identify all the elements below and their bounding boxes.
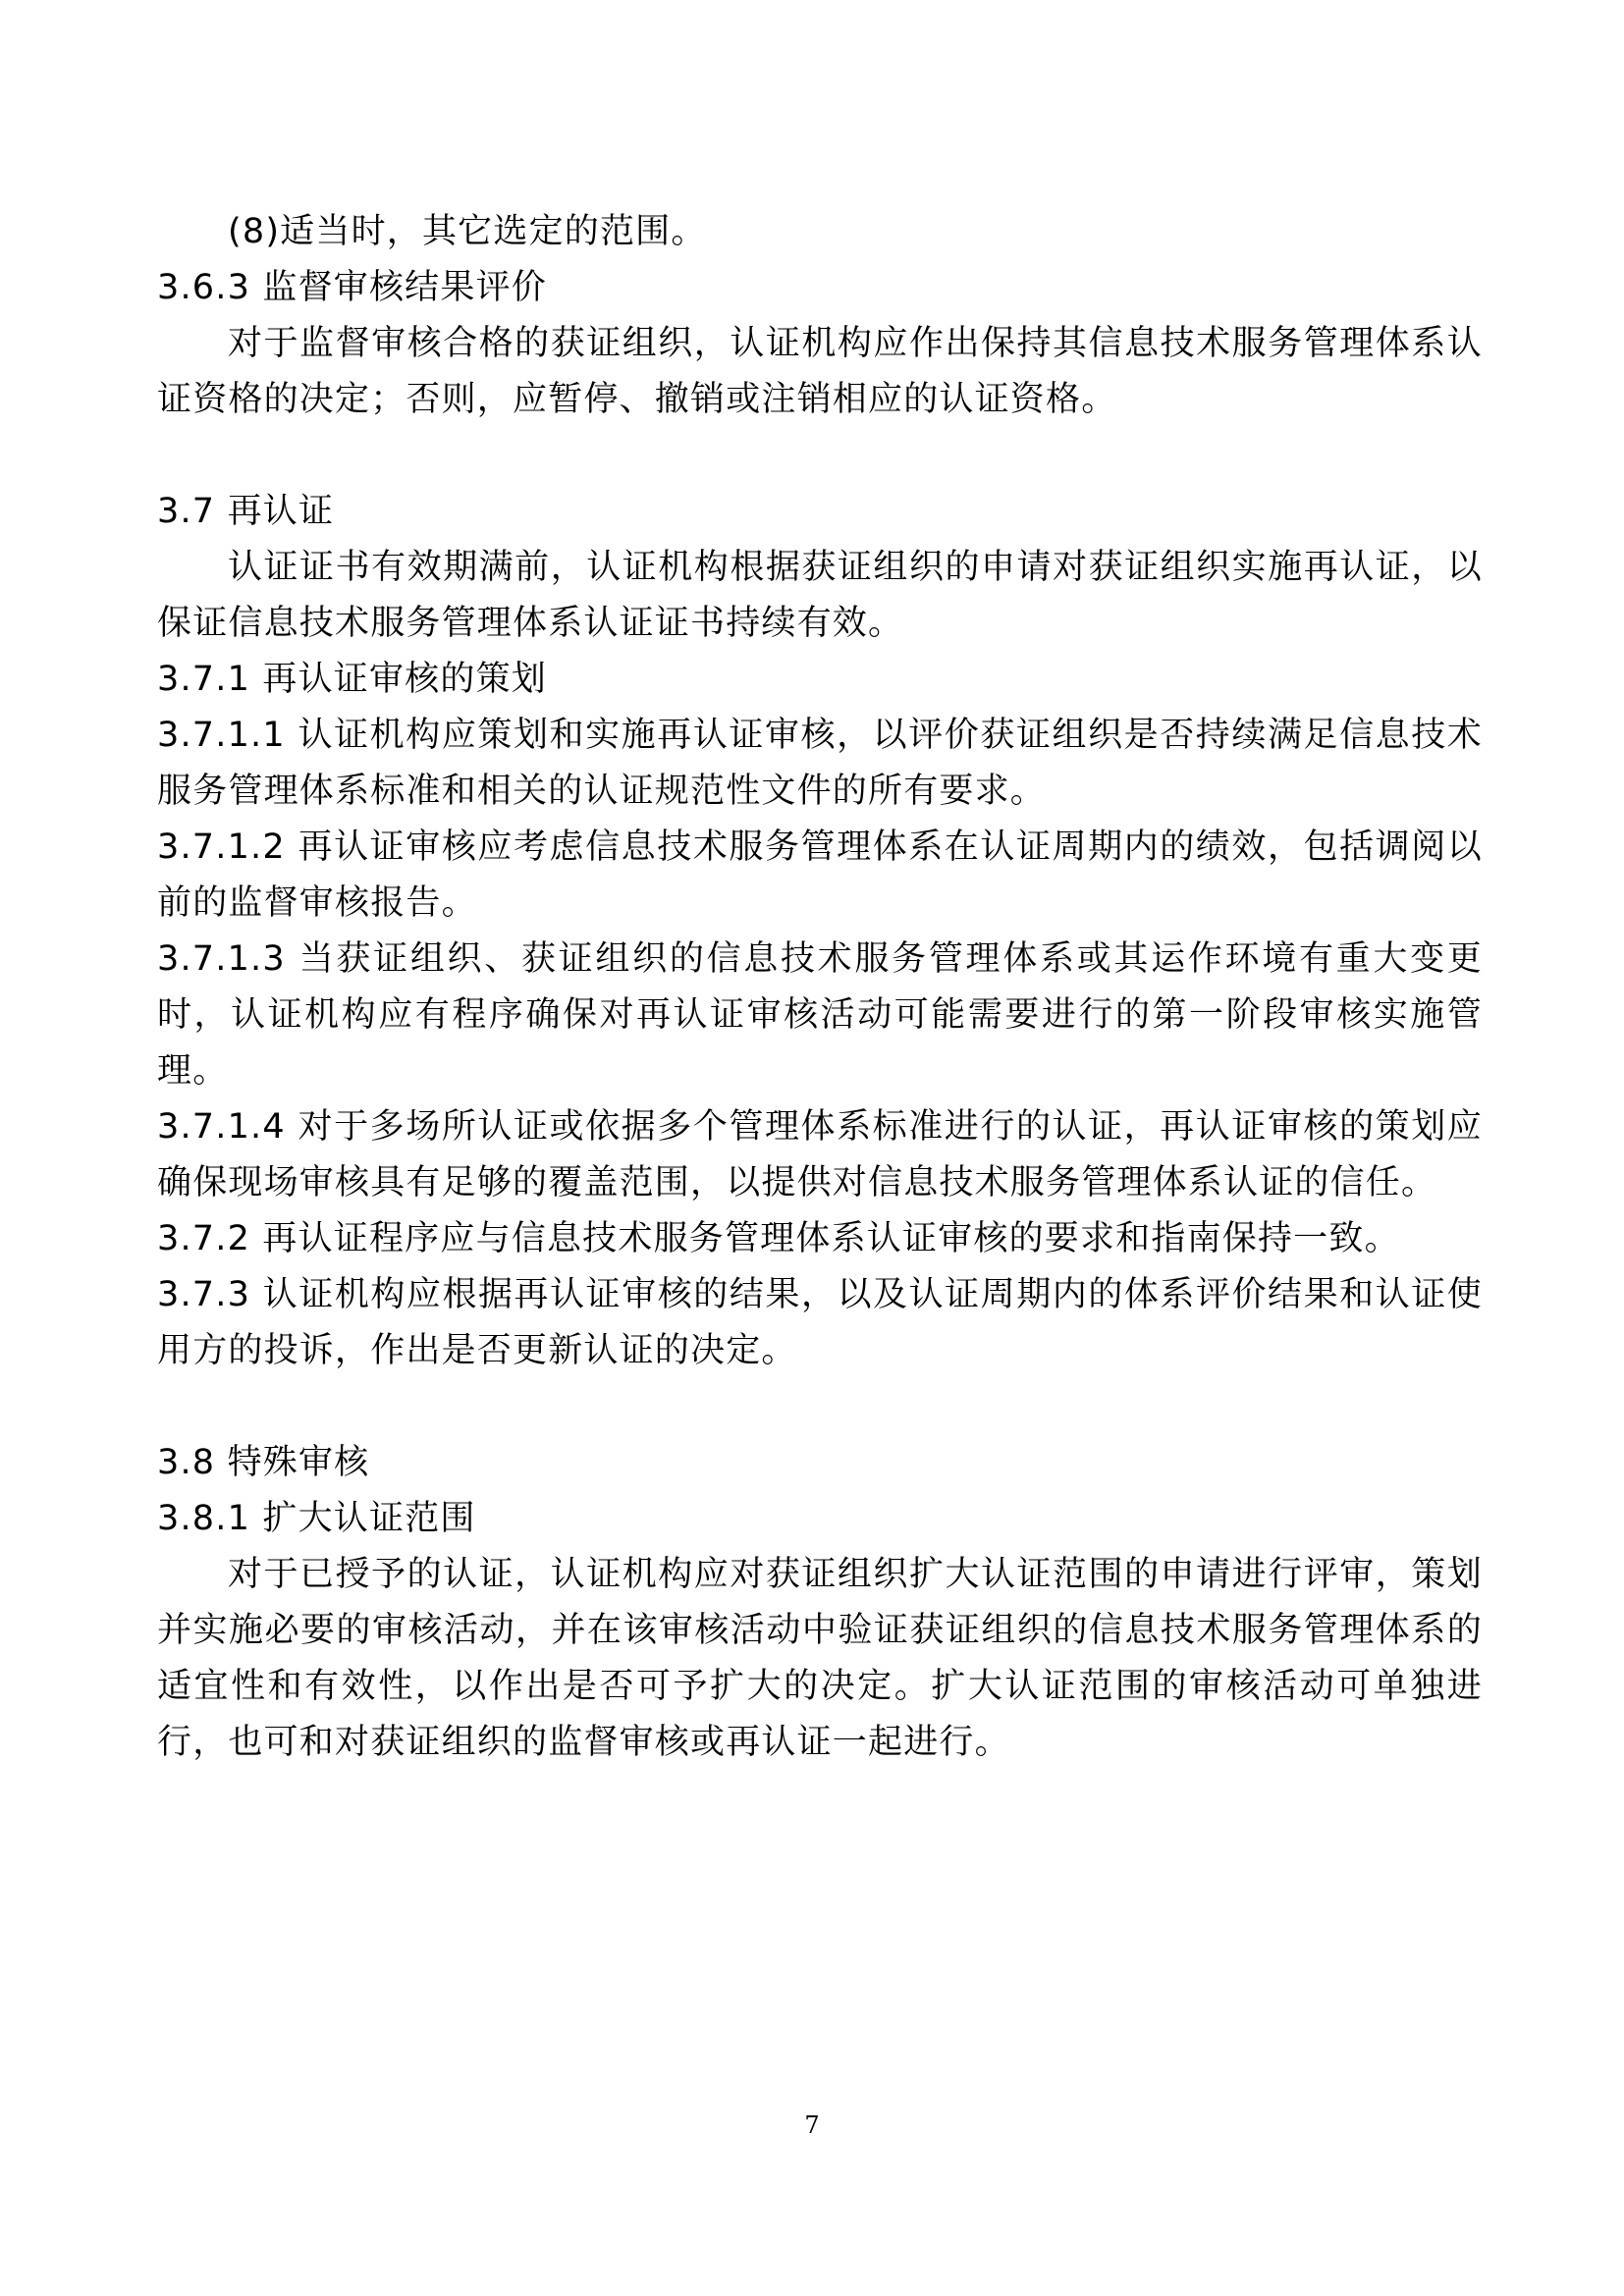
paragraph-scope-extension: 对于已授予的认证，认证机构应对获证组织扩大认证范围的申请进行评审，策划并实施必要的审核活动，并在该审核活动中验证获证组织的信息技术服务管理体系的适宜性和有效性，以作出是否可予扩大的决定。扩大认证范围的审核活动可单独进行，也可和对获证组织的监督审核或再认证一起进行。 (157, 1555, 1483, 1762)
clause-3-7-1-3: 3.7.1.3 当获证组织、获证组织的信息技术服务管理体系或其运作环境有重大变更时，认证机构应有程序确保对再认证审核活动可能需要进行的第一阶段审核实施管理。 (157, 939, 1483, 1091)
page-number: 7 (804, 2111, 820, 2139)
section-heading-3-7-1: 3.7.1 再认证审核的策划 (157, 660, 547, 699)
paragraph-supervision-evaluation: 对于监督审核合格的获证组织，认证机构应作出保持其信息技术服务管理体系认证资格的决定；否则，应暂停、撤销或注销相应的认证资格。 (157, 324, 1483, 419)
section-gap (157, 1379, 1483, 1435)
section-heading-3-8-1: 3.8.1 扩大认证范围 (157, 1499, 476, 1538)
section-heading-3-8: 3.8 特殊审核 (157, 1443, 370, 1482)
clause-3-7-1-4: 3.7.1.4 对于多场所认证或依据多个管理体系标准进行的认证，再认证审核的策划应确保现场审核具有足够的覆盖范围，以提供对信息技术服务管理体系认证的信任。 (157, 1107, 1483, 1202)
list-item-8: (8)适当时，其它选定的范围。 (228, 212, 707, 251)
document-body (157, 204, 1483, 1771)
clause-3-7-1-2: 3.7.1.2 再认证审核应考虑信息技术服务管理体系在认证周期内的绩效，包括调阅以前的监督审核报告。 (157, 828, 1483, 923)
paragraph-recertification: 认证证书有效期满前，认证机构根据获证组织的申请对获证组织实施再认证，以保证信息技术服务管理体系认证证书持续有效。 (157, 548, 1483, 643)
section-gap (157, 428, 1483, 484)
clause-3-7-1-1: 3.7.1.1 认证机构应策划和实施再认证审核，以评价获证组织是否持续满足信息技术服务管理体系标准和相关的认证规范性文件的所有要求。 (157, 716, 1483, 811)
section-heading-3-6-3: 3.6.3 监督审核结果评价 (157, 268, 547, 307)
clause-3-7-3: 3.7.3 认证机构应根据再认证审核的结果，以及认证周期内的体系评价结果和认证使用方的投诉，作出是否更新认证的决定。 (157, 1275, 1483, 1370)
section-heading-3-7: 3.7 再认证 (157, 492, 335, 531)
clause-3-7-2: 3.7.2 再认证程序应与信息技术服务管理体系认证审核的要求和指南保持一致。 (157, 1219, 1400, 1258)
